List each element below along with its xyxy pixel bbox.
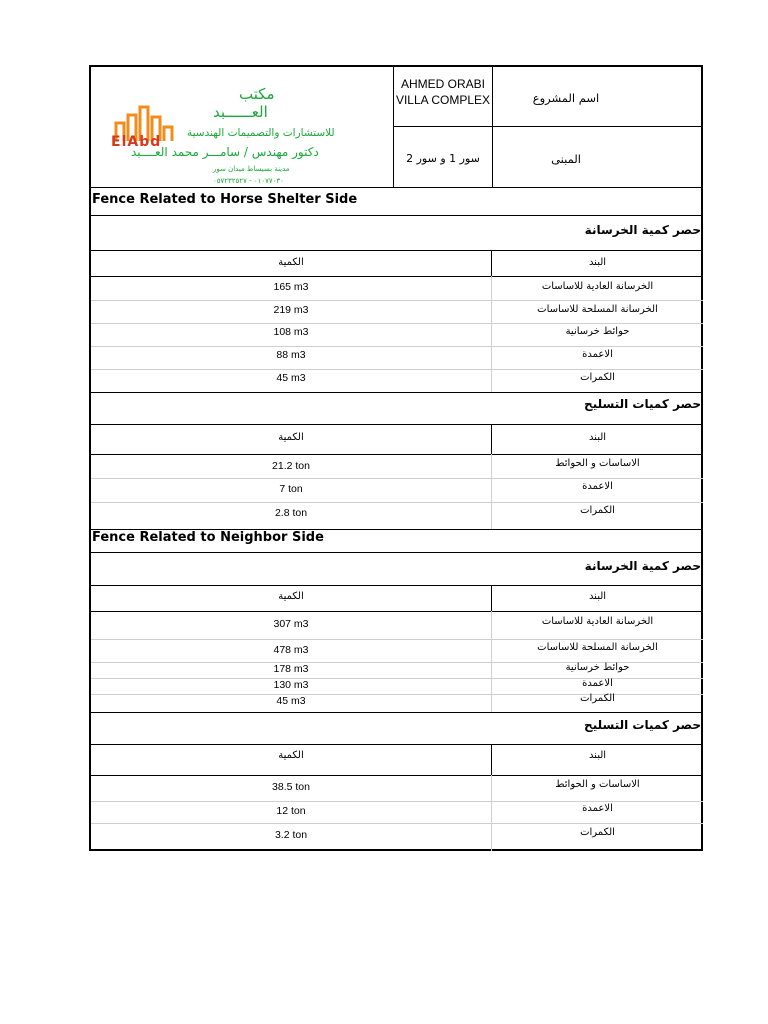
steel-heading: حصر كميات التسليح	[584, 397, 701, 411]
table-row-item: حوائط خرسانية	[565, 662, 630, 673]
col-header-item: البند	[588, 257, 607, 268]
col-header-qty: الكمية	[278, 257, 304, 268]
logo-subtitle: للاستشارات والتصميمات الهندسية	[187, 127, 335, 139]
logo-name: العــــــبد	[213, 103, 268, 121]
table-row-item: الاعمدة	[582, 803, 613, 814]
table-row-item: الاعمدة	[582, 349, 613, 360]
table-row-item: الخرسانة العادية للاساسات	[541, 616, 654, 627]
table-row-qty: 478 m3	[273, 644, 309, 656]
col-header-qty: الكمية	[278, 750, 304, 761]
table-row-item: الكمرات	[580, 372, 615, 383]
concrete-heading: حصر كمية الخرسانة	[584, 223, 701, 237]
project-name-label: اسم المشروع	[532, 91, 600, 105]
table-row-item: الاعمدة	[582, 678, 613, 689]
logo-block	[101, 79, 391, 189]
table-row-qty: 165 m3	[273, 281, 309, 293]
col-header-item: البند	[588, 591, 607, 602]
table-row-qty: 12 ton	[276, 805, 306, 817]
building-label: المبنى	[551, 152, 581, 166]
table-row-item: الاعمدة	[582, 481, 613, 492]
table-row-item: الاساسات و الحوائط	[555, 458, 640, 469]
logo-address: مدينة بسيساط ميدان سور	[213, 165, 290, 173]
table-row-qty: 45 m3	[276, 372, 306, 384]
building-value: سور 1 و سور 2	[406, 152, 480, 165]
col-header-qty: الكمية	[278, 591, 304, 602]
quantity-sheet	[89, 65, 703, 851]
table-row-qty: 38.5 ton	[272, 781, 310, 793]
col-header-qty: الكمية	[278, 432, 304, 443]
section-title: Fence Related to Horse Shelter Side	[92, 192, 358, 207]
table-row-qty: 108 m3	[273, 326, 309, 338]
logo-brand: ElAbd	[111, 134, 162, 150]
table-row-item: الخرسانة المسلحة للاساسات	[537, 304, 658, 315]
table-row-item: الكمرات	[580, 505, 615, 516]
table-row-item: الاساسات و الحوائط	[555, 779, 640, 790]
logo-title: مكتب	[239, 85, 275, 103]
concrete-heading: حصر كمية الخرسانة	[584, 559, 701, 573]
table-row-item: الخرسانة المسلحة للاساسات	[537, 642, 658, 653]
steel-heading: حصر كميات التسليح	[584, 718, 701, 732]
table-row-qty: 178 m3	[273, 663, 309, 675]
logo-doctor: دكتور مهندس / سامـــر محمد العــــبد	[131, 145, 319, 159]
table-row-item: الكمرات	[580, 693, 615, 704]
table-row-item: حوائط خرسانية	[565, 326, 630, 337]
table-row-qty: 2.8 ton	[274, 507, 308, 519]
logo-phone: ٠١٠٧٧٠٣٠ - ٠٥٧٢٣٢٥٢٧	[213, 177, 284, 185]
col-header-item: البند	[588, 750, 607, 761]
table-row-qty: 3.2 ton	[274, 829, 308, 841]
table-row-qty: 130 m3	[273, 679, 309, 691]
table-row-item: الكمرات	[580, 827, 615, 838]
table-row-qty: 21.2 ton	[272, 460, 310, 472]
table-row-qty: 307 m3	[273, 618, 309, 630]
table-row-item: الخرسانة العادية للاساسات	[541, 281, 654, 292]
table-row-qty: 7 ton	[279, 483, 303, 495]
table-row-qty: 219 m3	[273, 304, 309, 316]
section-title: Fence Related to Neighbor Side	[92, 530, 324, 545]
table-row-qty: 45 m3	[276, 695, 306, 707]
project-name-value: AHMED ORABI VILLA COMPLEX	[395, 77, 491, 107]
col-header-item: البند	[588, 432, 607, 443]
table-row-qty: 88 m3	[276, 349, 306, 361]
